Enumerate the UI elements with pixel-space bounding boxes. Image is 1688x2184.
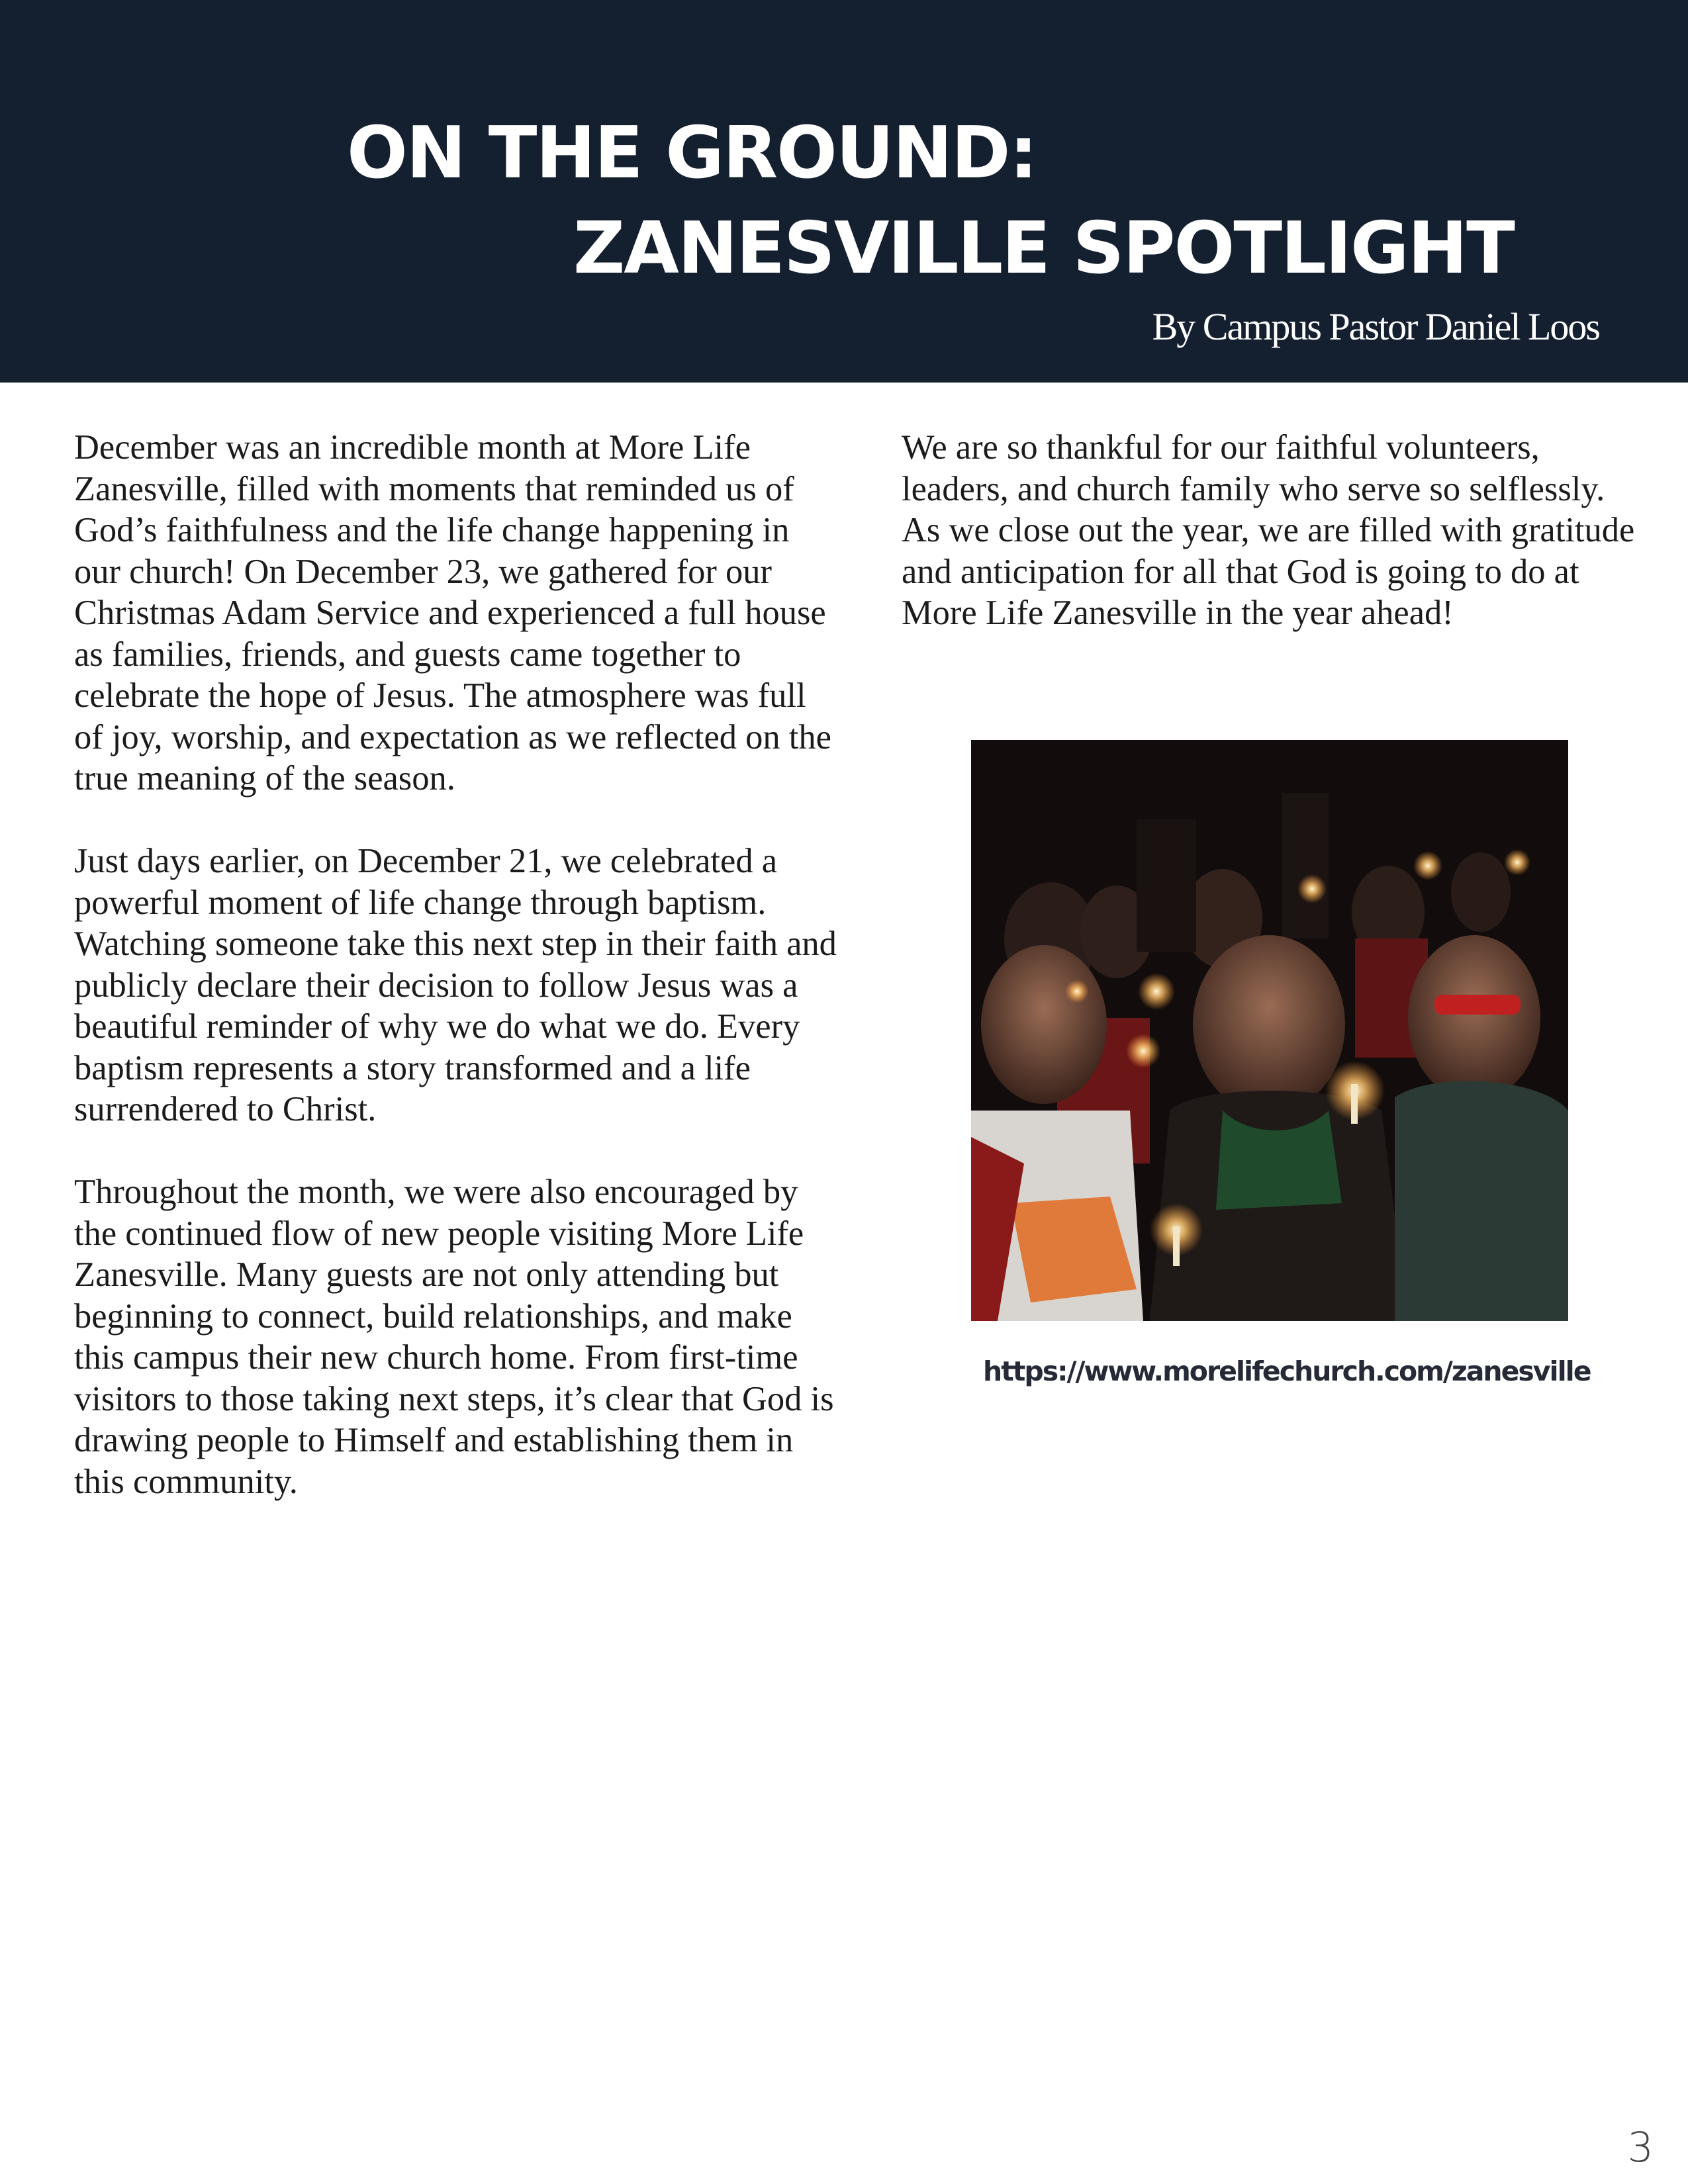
article-paragraph-2: Just days earlier, on December 21, we celebrated a powerful moment of life change through baptism. Watching someone take this next step in their faith and publicly declare their decision to follow Jesus was a beautiful reminder of why we do what we do. Every baptism represents a story transformed and a life surrendered to Christ.: [74, 842, 837, 1128]
article-paragraph-1: December was an incredible month at More Life Zanesville, filled with moments that reminded us of God’s faithfulness and the life change happening in our church! On December 23, we gathered for our Christmas Adam Service and experienced a full house as families, friends, and guests came together to celebrate the hope of Jesus. The atmosphere was full of joy, worship, and expectation as we reflected on the true meaning of the season.: [74, 428, 831, 797]
article-left-column: [74, 427, 842, 1544]
article-paragraph-3: Throughout the month, we were also encouraged by the continued flow of new people visiting More Life Zanesville. Many guests are not only attending but beginning to connect, build relationships, and make this campus their new church home. From first-time visitors to those taking next steps, it’s clear that God is drawing people to Himself and establishing them in this community.: [74, 1173, 834, 1501]
page-number: 3: [1627, 2123, 1654, 2171]
author-byline: By Campus Pastor Daniel Loos: [1152, 305, 1599, 348]
page-title-line-2: ZANESVILLE SPOTLIGHT: [573, 207, 1514, 290]
campus-url-link[interactable]: https://www.morelifechurch.com/zanesville: [983, 1355, 1591, 1387]
page-title-line-1: ON THE GROUND:: [347, 112, 1037, 195]
header-banner: [0, 0, 1688, 383]
article-paragraph-4: We are so thankful for our faithful volunteers, leaders, and church family who serve so selflessly. As we close out the year, we are filled with gratitude and anticipation for all that God is going to do at More Life Zanesville in the year ahead!: [902, 428, 1635, 632]
candlelight-service-photo: [971, 740, 1568, 1321]
article-right-column: [902, 427, 1643, 675]
